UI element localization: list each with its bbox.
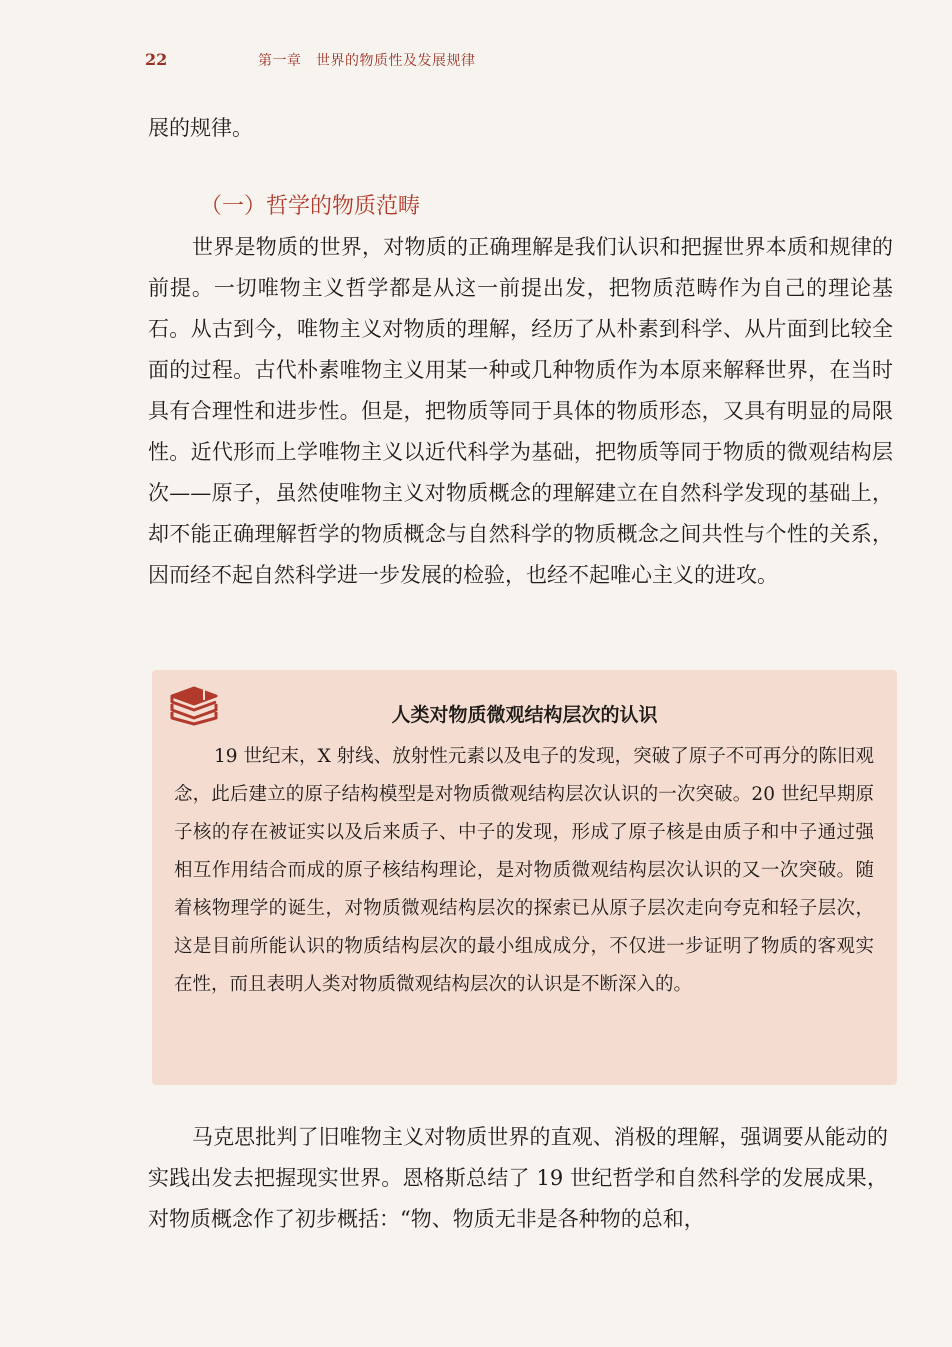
final-paragraph: 马克思批判了旧唯物主义对物质世界的直观、消极的理解，强调要从能动的实践出发去把握现实世界。恩格斯总结了 19 世纪哲学和自然科学的发展成果，对物质概念作了初步概括：“物、物质无非是各种物的总和， xyxy=(148,1125,888,1231)
section-heading: （一）哲学的物质范畴 xyxy=(200,194,421,219)
info-box xyxy=(152,670,897,1085)
box-paragraph: 19 世纪末，X 射线、放射性元素以及电子的发现，突破了原子不可再分的陈旧观念，此后建立的原子结构模型是对物质微观结构层次认识的一次突破。20 世纪早期原子核的存在被证实以及后来质子、中子的发现，形成了原子核是由质子和中子通过强相互作用结合而成的原子核结构理论，是对物质微观结构层次认识的又一次突破。随着核物理学的诞生，对物质微观结构层次的探索已从原子层次走向夸克和轻子层次，这是目前所能认识的物质结构层次的最小组成成分，不仅进一步证明了物质的客观实在性，而且表明人类对物质微观结构层次的认识是不断深入的。 xyxy=(174,746,874,995)
section-paragraph: 世界是物质的世界，对物质的正确理解是我们认识和把握世界本质和规律的前提。一切唯物主义哲学都是从这一前提出发，把物质范畴作为自己的理论基石。从古到今，唯物主义对物质的理解，经历了从朴素到科学、从片面到比较全面的过程。古代朴素唯物主义用某一种或几种物质作为本原来解释世界，在当时具有合理性和进步性。但是，把物质等同于具体的物质形态，又具有明显的局限性。近代形而上学唯物主义以近代科学为基础，把物质等同于物质的微观结构层次——原子，虽然使唯物主义对物质概念的理解建立在自然科学发现的基础上，却不能正确理解哲学的物质概念与自然科学的物质概念之间共性与个性的关系，因而经不起自然科学进一步发展的检验，也经不起唯心主义的进攻。 xyxy=(148,235,893,587)
continuation-paragraph: 展的规律。 xyxy=(148,116,253,140)
page-number: 22 xyxy=(145,50,168,69)
box-title: 人类对物质微观结构层次的认识 xyxy=(391,704,658,726)
running-head: 第一章 世界的物质性及发展规律 xyxy=(258,53,476,69)
